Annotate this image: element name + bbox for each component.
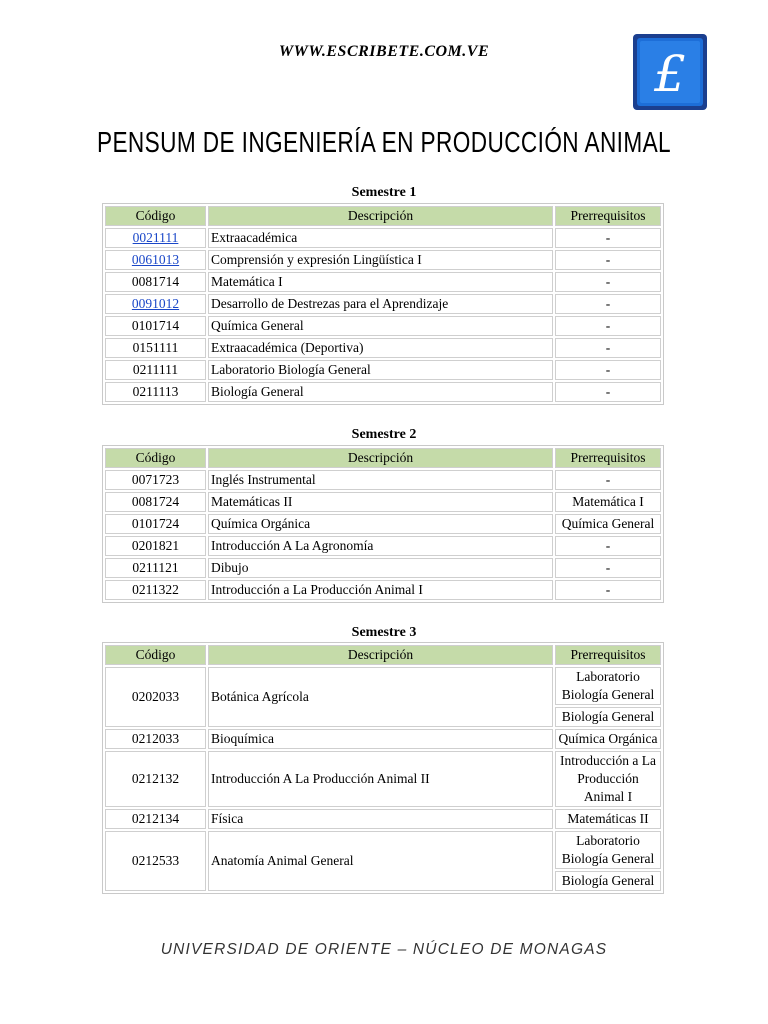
- course-code-cell: 0211111: [105, 360, 206, 380]
- column-header-code: Código: [105, 448, 206, 468]
- course-description-cell: Extraacadémica: [208, 228, 553, 248]
- course-code-cell: 0212134: [105, 809, 206, 829]
- column-header-prerequisites: Prerrequisitos: [555, 206, 661, 226]
- course-description-cell: Desarrollo de Destrezas para el Aprendizaje: [208, 294, 553, 314]
- course-code-cell[interactable]: [105, 294, 206, 314]
- course-code-cell: 0081724: [105, 492, 206, 512]
- prerequisite-cell: Biología General: [555, 871, 661, 891]
- table-row: [105, 360, 661, 380]
- course-code-cell: 0212132: [105, 751, 206, 807]
- table-row: [105, 316, 661, 336]
- prerequisite-cell: Matemática I: [555, 492, 661, 512]
- table-row: [105, 250, 661, 270]
- table-row: [105, 536, 661, 556]
- course-code-cell: 0101724: [105, 514, 206, 534]
- semester-table: [102, 445, 664, 603]
- prerequisite-cell: -: [555, 316, 661, 336]
- course-code-cell: 0211322: [105, 580, 206, 600]
- course-description-cell: Matemáticas II: [208, 492, 553, 512]
- course-description-cell: Introducción A La Agronomía: [208, 536, 553, 556]
- course-code-cell: 0202033: [105, 667, 206, 727]
- course-code-cell: 0151111: [105, 338, 206, 358]
- table-row: [105, 514, 661, 534]
- semester-title: Semestre 2: [351, 427, 417, 442]
- prerequisite-cell: Biología General: [555, 707, 661, 727]
- course-code-cell: 0071723: [105, 470, 206, 490]
- table-row: [105, 831, 661, 869]
- logo-letter: £: [654, 45, 686, 103]
- table-row: [105, 558, 661, 578]
- column-header-prerequisites: Prerrequisitos: [555, 448, 661, 468]
- column-header-description: Descripción: [208, 645, 553, 665]
- course-description-cell: Introducción a La Producción Animal I: [208, 580, 553, 600]
- table-row: [105, 667, 661, 705]
- course-description-cell: Biología General: [208, 382, 553, 402]
- prerequisite-cell: -: [555, 382, 661, 402]
- course-description-cell: Botánica Agrícola: [208, 667, 553, 727]
- course-description-cell: Laboratorio Biología General: [208, 360, 553, 380]
- prerequisite-cell: -: [555, 558, 661, 578]
- column-header-code: Código: [105, 206, 206, 226]
- prerequisite-cell: -: [555, 250, 661, 270]
- prerequisite-cell: -: [555, 580, 661, 600]
- table-row: [105, 382, 661, 402]
- table-row: [105, 470, 661, 490]
- site-url[interactable]: WWW.ESCRIBETE.COM.VE: [278, 43, 490, 60]
- prerequisite-cell: -: [555, 272, 661, 292]
- column-header-description: Descripción: [208, 448, 553, 468]
- course-description-cell: Matemática I: [208, 272, 553, 292]
- prerequisite-cell: -: [555, 536, 661, 556]
- course-code-cell: 0212033: [105, 729, 206, 749]
- semester-title: Semestre 1: [351, 185, 417, 200]
- semester-table: [102, 203, 664, 405]
- prerequisite-cell: -: [555, 470, 661, 490]
- course-code-cell: 0212533: [105, 831, 206, 891]
- column-header-prerequisites: Prerrequisitos: [555, 645, 661, 665]
- column-header-description: Descripción: [208, 206, 553, 226]
- prerequisite-cell: -: [555, 338, 661, 358]
- course-code-cell: 0211121: [105, 558, 206, 578]
- prerequisite-cell: Matemáticas II: [555, 809, 661, 829]
- course-code-link[interactable]: 0091012: [131, 296, 180, 311]
- course-description-cell: Anatomía Animal General: [208, 831, 553, 891]
- prerequisite-cell: -: [555, 360, 661, 380]
- course-code-cell[interactable]: [105, 228, 206, 248]
- course-description-cell: Bioquímica: [208, 729, 553, 749]
- page-title: PENSUM DE INGENIERÍA EN PRODUCCIÓN ANIMAL: [96, 127, 672, 159]
- course-description-cell: Extraacadémica (Deportiva): [208, 338, 553, 358]
- course-description-cell: Química General: [208, 316, 553, 336]
- prerequisite-cell: Laboratorio Biología General: [555, 831, 661, 869]
- prerequisite-cell: -: [555, 228, 661, 248]
- prerequisite-cell: Química Orgánica: [555, 729, 661, 749]
- course-code-cell[interactable]: [105, 250, 206, 270]
- course-code-cell: 0101714: [105, 316, 206, 336]
- semester-title: Semestre 3: [351, 625, 417, 640]
- prerequisite-cell: Laboratorio Biología General: [555, 667, 661, 705]
- table-header-row: [105, 206, 661, 226]
- table-row: [105, 492, 661, 512]
- table-row: [105, 729, 661, 749]
- course-code-cell: 0201821: [105, 536, 206, 556]
- table-row: [105, 809, 661, 829]
- table-row: [105, 294, 661, 314]
- table-row: [105, 272, 661, 292]
- semester-table: [102, 642, 664, 894]
- course-description-cell: Física: [208, 809, 553, 829]
- table-row: [105, 751, 661, 807]
- footer-text: UNIVERSIDAD DE ORIENTE – NÚCLEO DE MONAGAS: [160, 941, 608, 958]
- course-code-link[interactable]: 0021111: [132, 230, 179, 245]
- table-row: [105, 580, 661, 600]
- table-row: [105, 338, 661, 358]
- course-description-cell: Inglés Instrumental: [208, 470, 553, 490]
- prerequisite-cell: -: [555, 294, 661, 314]
- course-code-link[interactable]: 0061013: [131, 252, 180, 267]
- table-header-row: [105, 645, 661, 665]
- table-row: [105, 228, 661, 248]
- column-header-code: Código: [105, 645, 206, 665]
- course-description-cell: Introducción A La Producción Animal II: [208, 751, 553, 807]
- prerequisite-cell: Química General: [555, 514, 661, 534]
- escribete-logo: [632, 33, 708, 111]
- course-code-cell: 0211113: [105, 382, 206, 402]
- table-header-row: [105, 448, 661, 468]
- course-description-cell: Comprensión y expresión Lingüística I: [208, 250, 553, 270]
- prerequisite-cell: Introducción a La Producción Animal I: [555, 751, 661, 807]
- course-description-cell: Química Orgánica: [208, 514, 553, 534]
- course-code-cell: 0081714: [105, 272, 206, 292]
- course-description-cell: Dibujo: [208, 558, 553, 578]
